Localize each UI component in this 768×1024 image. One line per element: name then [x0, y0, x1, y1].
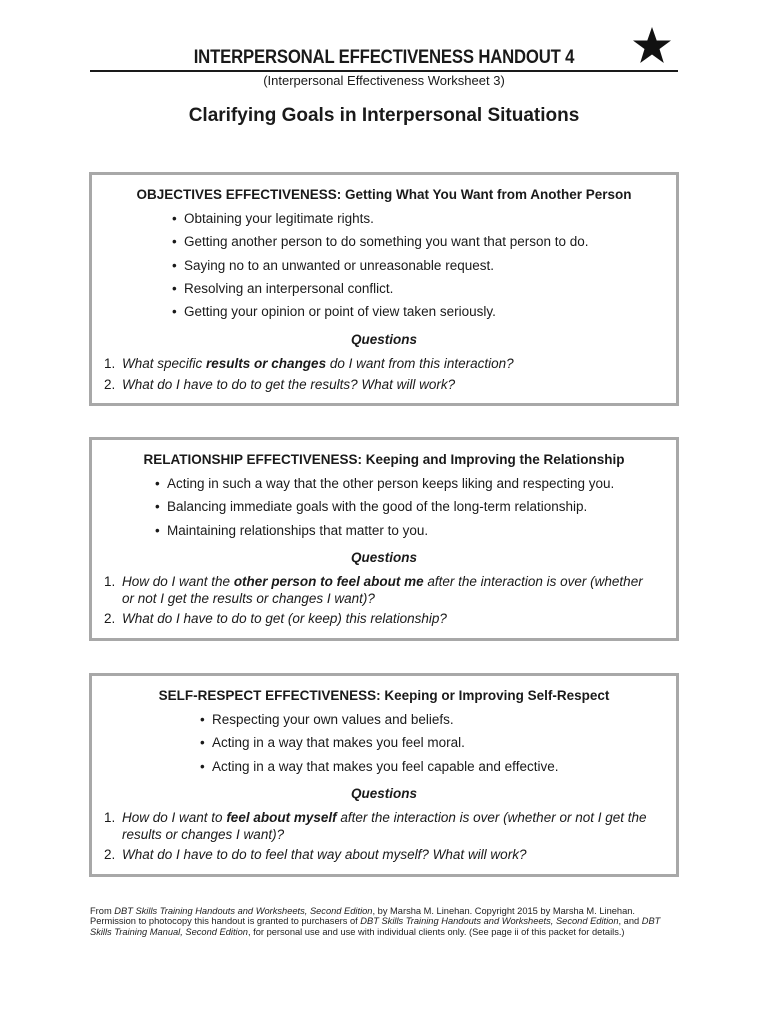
- list-item: • Obtaining your legitimate rights.: [172, 211, 589, 234]
- list-item: • Acting in such a way that the other person keeps liking and respecting you.: [155, 476, 614, 499]
- handout-subtitle: (Interpersonal Effectiveness Worksheet 3): [263, 73, 505, 88]
- bullet-list: [172, 211, 589, 327]
- handout-title: INTERPERSONAL EFFECTIVENESS HANDOUT 4: [193, 47, 575, 68]
- section-heading: SELF-RESPECT EFFECTIVENESS: Keeping or Improving Self-Respect: [158, 688, 610, 703]
- header-rule: [90, 70, 678, 72]
- list-item: • Saying no to an unwanted or unreasonable request.: [172, 258, 589, 281]
- list-item: • Getting another person to do something you want that person to do.: [172, 234, 589, 257]
- questions-label: Questions: [350, 786, 417, 801]
- copyright-footer: From DBT Skills Training Handouts and Worksheets, Second Edition, by Marsha M. Linehan. Copyright 2015 by Marsha M. Linehan. Permission to photocopy this handout is granted to purchasers of DBT Skills Training Handouts and Worksheets, Second Edition, and DBT Skills Training Manual, Second Edition, for personal use and use with individual clients only. (See page ii of this packet for details.): [90, 906, 661, 937]
- questions-label: Questions: [350, 332, 417, 347]
- questions-label: Questions: [350, 550, 417, 565]
- question-item: 2. What do I have to do to feel that way about myself? What will work?: [104, 847, 527, 862]
- relationship-effectiveness-box: [89, 437, 679, 641]
- list-item: • Maintaining relationships that matter to you.: [155, 523, 614, 546]
- section-heading: RELATIONSHIP EFFECTIVENESS: Keeping and Improving the Relationship: [143, 452, 625, 467]
- question-item: 1. How do I want to feel about myself after the interaction is over (whether or not I get the results or changes I want)?: [104, 810, 647, 842]
- bullet-list: [200, 712, 558, 782]
- list-item: • Resolving an interpersonal conflict.: [172, 281, 589, 304]
- page-title: Clarifying Goals in Interpersonal Situations: [188, 105, 580, 126]
- question-item: 2. What do I have to do to get (or keep) this relationship?: [104, 611, 447, 626]
- list-item: • Getting your opinion or point of view taken seriously.: [172, 304, 589, 327]
- section-heading: OBJECTIVES EFFECTIVENESS: Getting What You Want from Another Person: [136, 187, 632, 202]
- list-item: • Balancing immediate goals with the good of the long-term relationship.: [155, 499, 614, 522]
- questions-list: [104, 574, 658, 632]
- list-item: • Acting in a way that makes you feel moral.: [200, 735, 558, 758]
- list-item: • Acting in a way that makes you feel capable and effective.: [200, 759, 558, 782]
- star-icon: [632, 25, 672, 65]
- bullet-list: [155, 476, 614, 546]
- objectives-effectiveness-box: [89, 172, 679, 406]
- question-item: 2. What do I have to do to get the results? What will work?: [104, 376, 456, 392]
- questions-list: [104, 356, 658, 397]
- list-item: • Respecting your own values and beliefs.: [200, 712, 558, 735]
- questions-list: [104, 810, 658, 868]
- question-item: 1. What specific results or changes do I want from this interaction?: [104, 356, 514, 371]
- question-item: 1. How do I want the other person to feel about me after the interaction is over (whether or not I get the results or changes I want)?: [104, 574, 643, 606]
- self-respect-effectiveness-box: [89, 673, 679, 877]
